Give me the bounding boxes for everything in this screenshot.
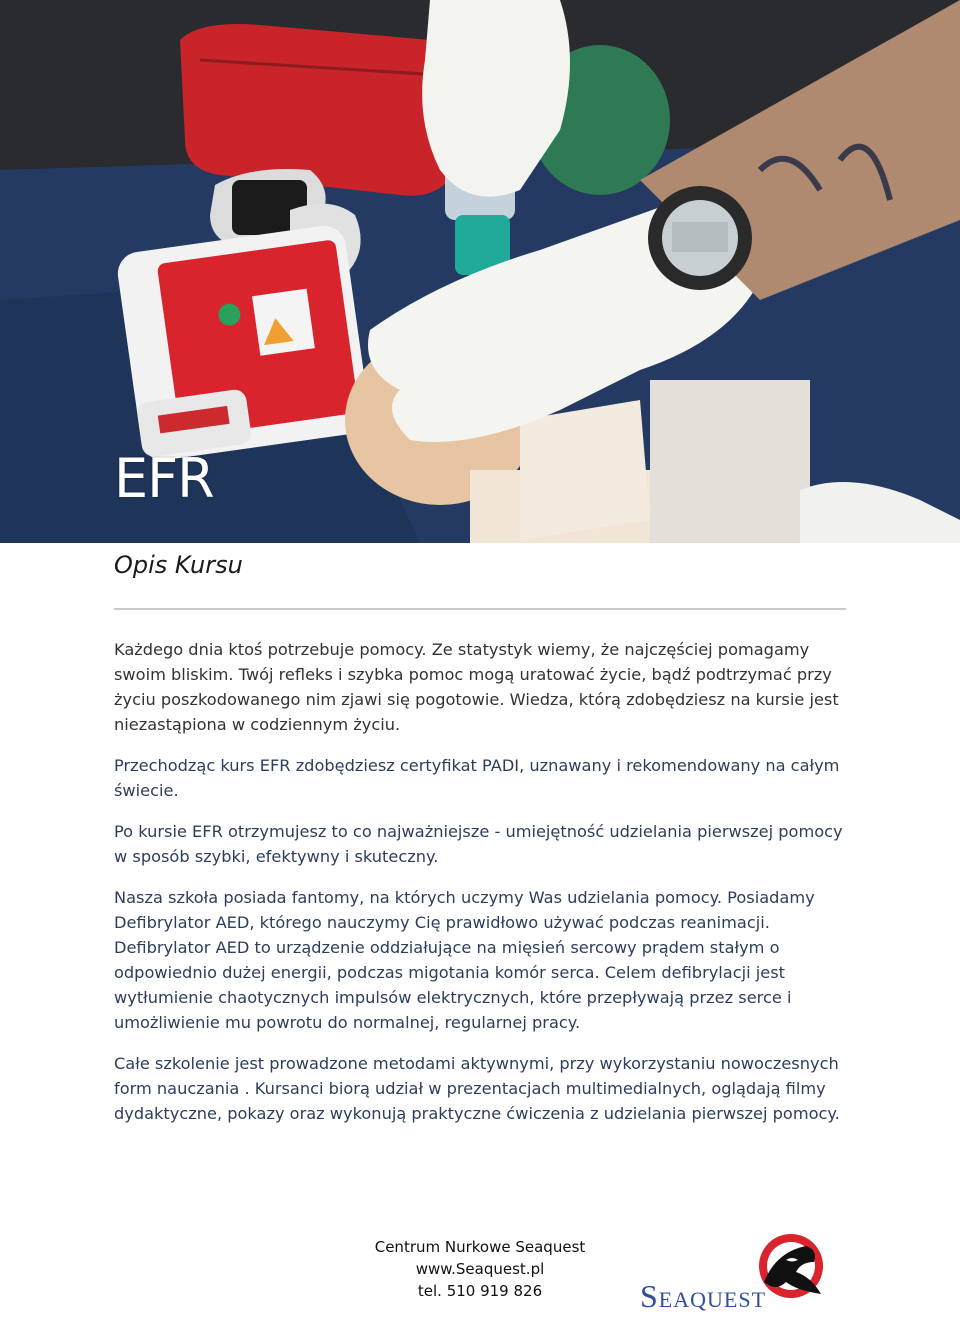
paragraph: Każdego dnia ktoś potrzebuje pomocy. Ze statystyk wiemy, że najczęściej pomagamy swoim bliskim. Twój refleks i szybka pomoc mogą uratować życie, bądź podtrzymać przy życiu poszkodowanego nim zjawi się pogotowie. Wiedza, którą zdobędziesz na kursie jest niezastąpiona w codziennym życiu. (114, 640, 839, 734)
website-link[interactable]: www.Seaquest.pl (415, 1260, 545, 1278)
paragraph: Przechodząc kurs EFR zdobędziesz certyfikat PADI, uznawany i rekomendowany na całym świecie. (114, 756, 840, 800)
divider (114, 608, 846, 610)
footer-contact (330, 1236, 630, 1302)
course-description (114, 637, 859, 1142)
page-title: EFR (114, 447, 214, 510)
section-heading: Opis Kursu (114, 551, 243, 579)
paragraph: Całe szkolenie jest prowadzone metodami aktywnymi, przy wykorzystaniu nowoczesnych form nauczania . Kursanci biorą udział w prezentacjach multimedialnych, oglądają filmy dydaktyczne, pokazy oraz wykonują praktyczne ćwiczenia z udzielania pierwszej pomocy. (114, 1054, 840, 1123)
paragraph: Nasza szkoła posiada fantomy, na których uczymy Was udzielania pomocy. Posiadamy Defibrylator AED, którego nauczymy Cię prawidłowo używać podczas reanimacji. Defibrylator AED to urządzenie oddziałujące na mięsień sercowy prądem stałym o odpowiednio dużej energii, podczas migotania komór serca. Celem defibrylacji jest wytłumienie chaotycznych impulsów elektrycznych, które przepływają przez serce i umożliwienie mu powrotu do normalnej, regularnej pracy. (114, 888, 815, 1032)
company-name: Centrum Nurkowe Seaquest (374, 1238, 586, 1256)
phone-number: tel. 510 919 826 (417, 1282, 543, 1300)
hero-photo (0, 0, 960, 543)
brand-logo-text: Seaquest (640, 1278, 767, 1314)
paragraph: Po kursie EFR otrzymujesz to co najważniejsze - umiejętność udzielania pierwszej pomocy w sposób szybki, efektywny i skuteczny. (114, 822, 843, 866)
